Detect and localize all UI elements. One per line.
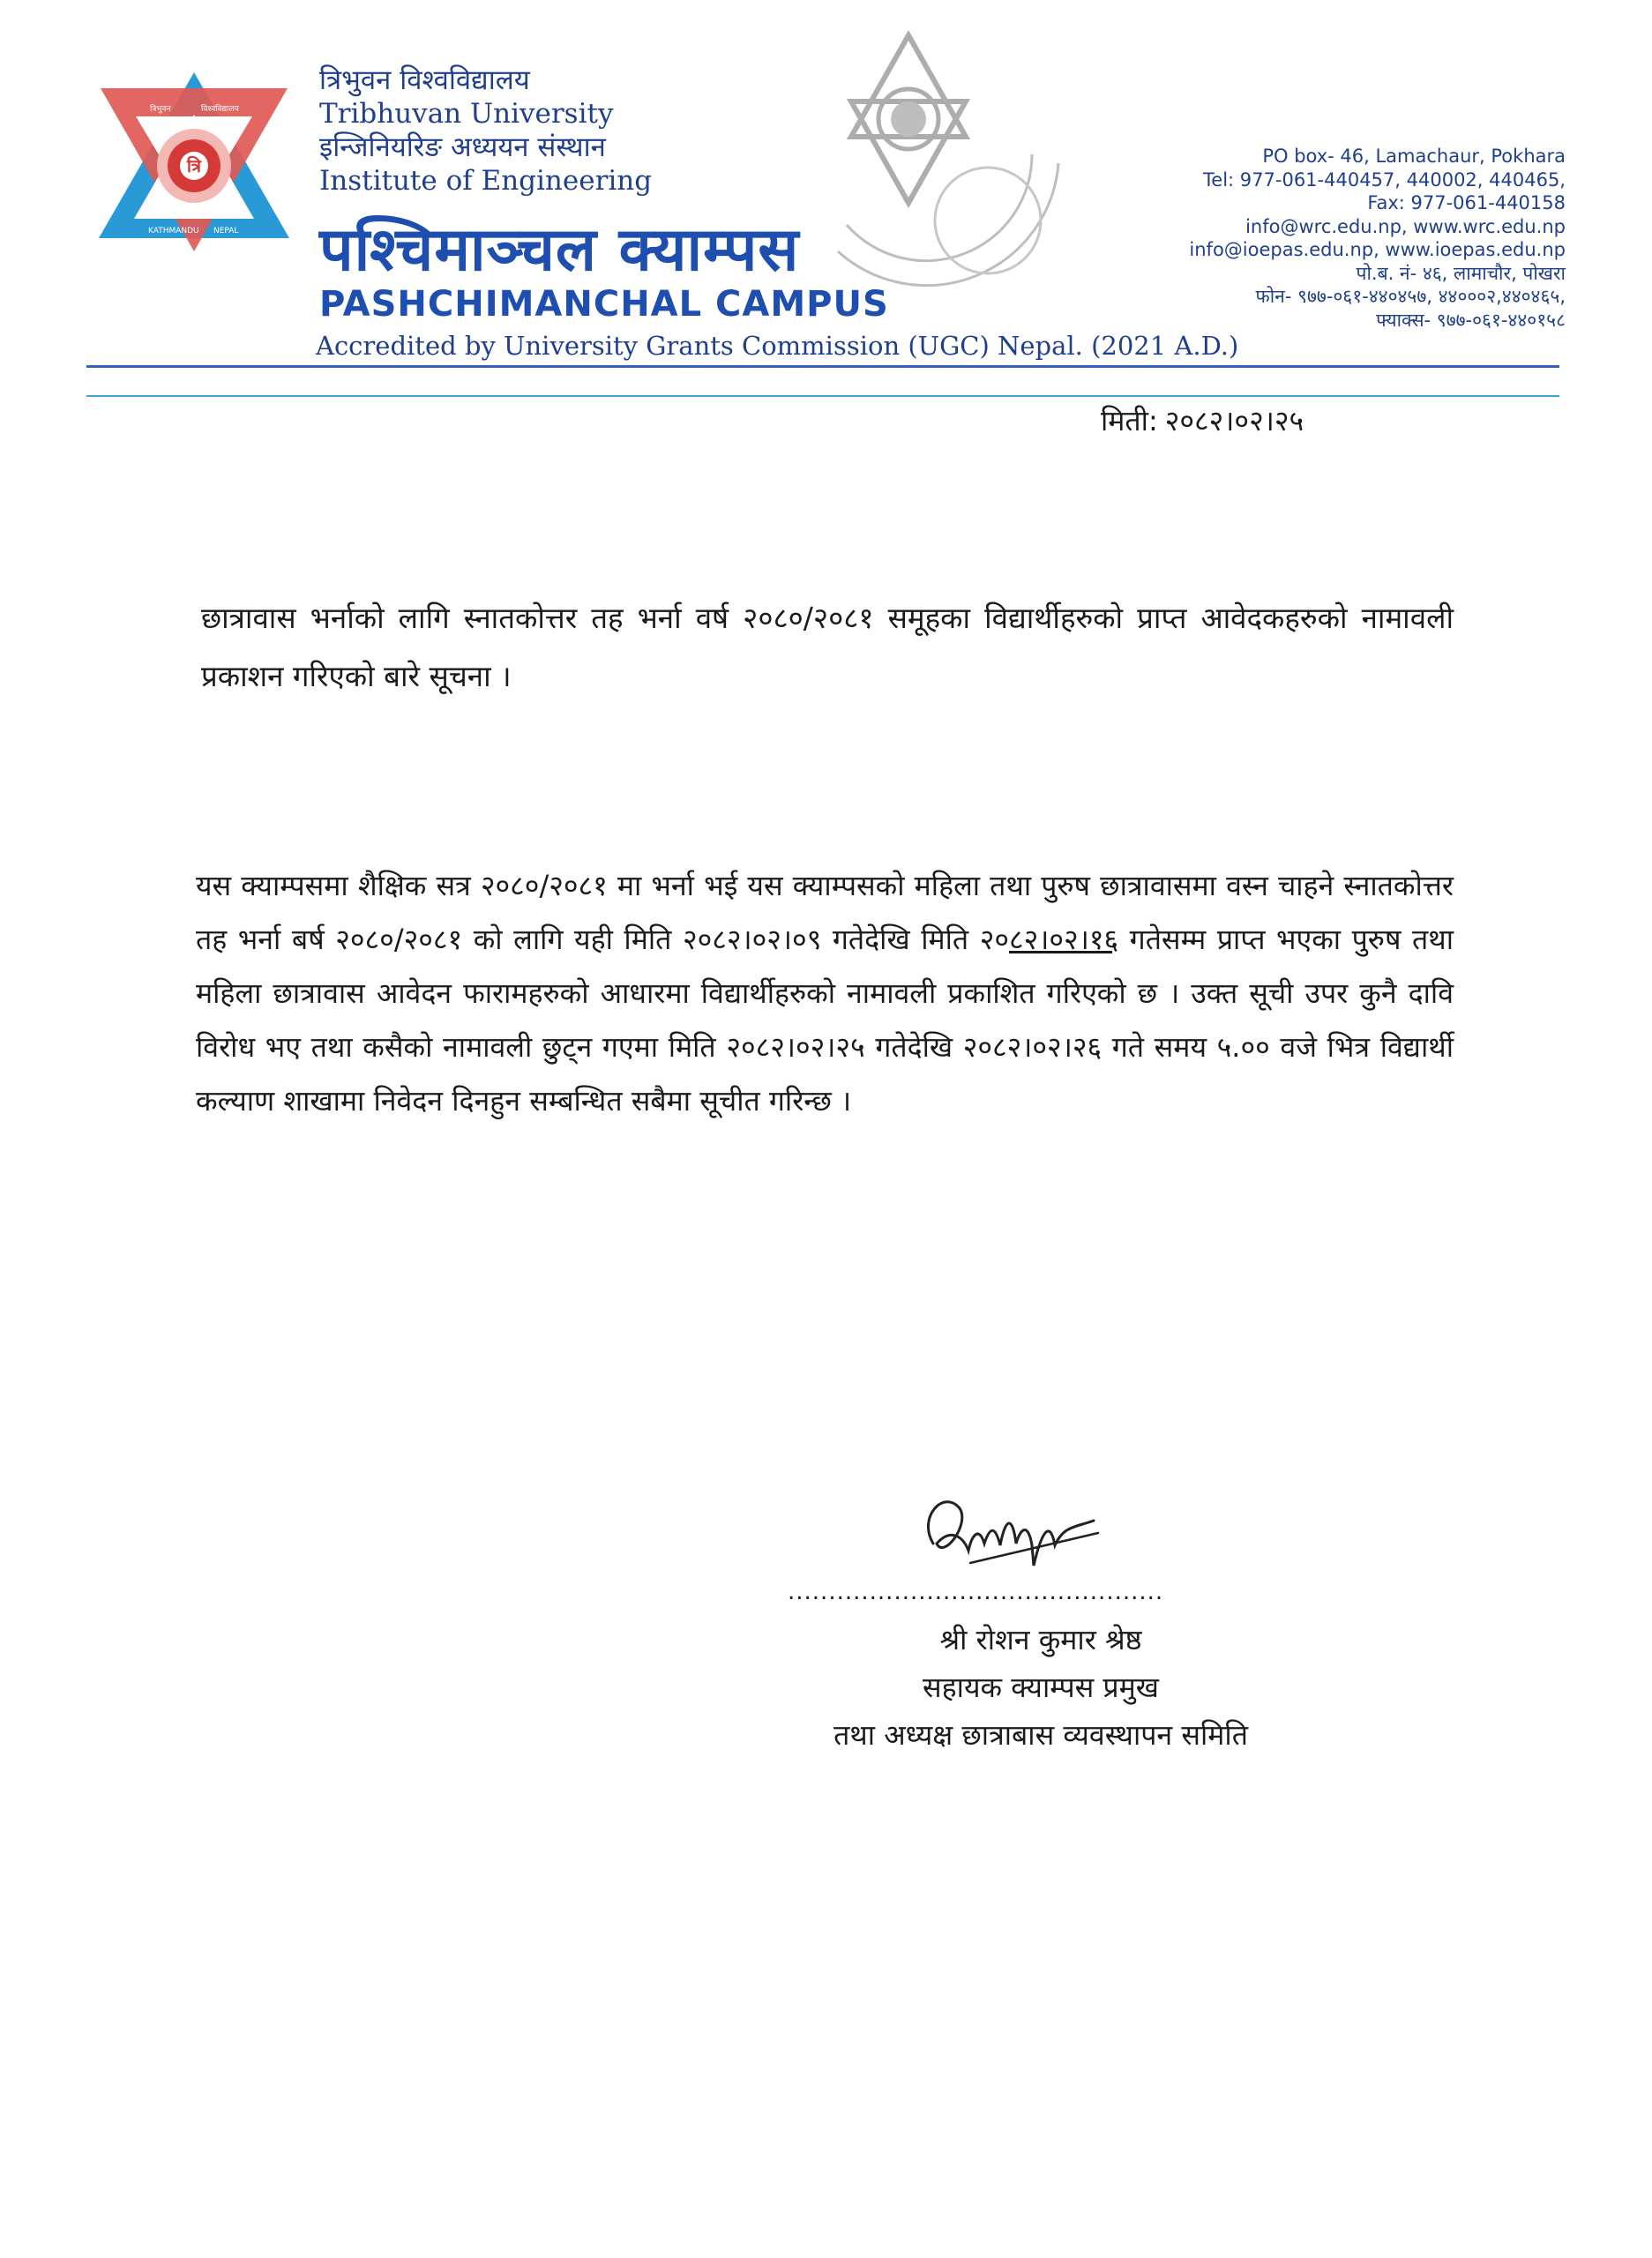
- contact-email-web-1: info@wrc.edu.np, www.wrc.edu.np: [1245, 215, 1566, 237]
- letterhead-divider-cyan: [86, 395, 1559, 397]
- logo-label-tl: त्रिभुवन: [150, 105, 171, 114]
- signatory-name: श्री रोशन कुमार श्रेष्ठ: [939, 1623, 1142, 1656]
- university-name-np: त्रिभुवन विश्वविद्यालय: [319, 64, 530, 96]
- signatory-committee: तथा अध्यक्ष छात्राबास व्यवस्थापन समिति: [833, 1718, 1248, 1752]
- body-underlined-date: ८२।०२।१६: [1009, 923, 1119, 956]
- institute-name-en: Institute of Engineering: [319, 165, 653, 197]
- tribhuvan-university-logo-icon: [97, 71, 291, 256]
- signatory-title: सहायक क्याम्पस प्रमुख: [923, 1671, 1159, 1704]
- campus-name-en: PASHCHIMANCHAL CAMPUS: [319, 284, 889, 325]
- body-part-2: गतेसम्म प्राप्त भएका पुरुष तथा महिला छात्रावास आवेदन फारामहरुको आधारमा विद्यार्थीहरुको नामावली प्रकाशित गरिएको छ । उक्त सूची उपर कुनै दावि विरोध भए तथा कसैको नामावली छुट्न गएमा मिति २०८२।०२।२५ गतेदेखि २०८२।०२।२६ गते समय ५.०० वजे भित्र विद्यार्थी कल्याण शाखामा निवेदन दिनहुन सम्बन्धित सबैमा सूचीत गरिन्छ ।: [196, 923, 1454, 1118]
- date-label: मिती:: [1101, 404, 1158, 437]
- notice-body: [196, 859, 1454, 1128]
- contact-phone-np: फोन- ९७७-०६१-४४०४५७, ४४०००२,४४०४६५,: [1255, 286, 1566, 307]
- university-name-en: Tribhuvan University: [319, 98, 614, 130]
- signatory-block: [723, 1616, 1358, 1759]
- body-part-1: यस क्याम्पसमा शैक्षिक सत्र २०८०/२०८१ मा भर्ना भई यस क्याम्पसको महिला तथा पुरुष छात्रावासमा वस्न चाहने स्नातकोत्तर तह भर्ना बर्ष २०८०/२०८१ को लागि यही मिति २०८२।०२।०९ गतेदेखि मिति २०: [196, 869, 1454, 956]
- logo-label-br: NEPAL: [213, 227, 239, 236]
- campus-name-np: पश्चिमाञ्चल क्याम्पस: [319, 215, 800, 285]
- institute-name-np: इन्जिनियरिङ अध्ययन संस्थान: [319, 131, 606, 163]
- logo-label-tr: विश्वविद्यालय: [201, 105, 239, 114]
- contact-fax: Fax: 977-061-440158: [1367, 192, 1566, 213]
- contact-tel: Tel: 977-061-440457, 440002, 440465,: [1203, 168, 1566, 191]
- signature-dotted-line: ..............................................: [788, 1579, 1164, 1605]
- notice-date: [1101, 401, 1304, 440]
- contact-email-web-2: info@ioepas.edu.np, www.ioepas.edu.np: [1189, 239, 1566, 260]
- contact-po-box: PO box- 46, Lamachaur, Pokhara: [1262, 146, 1566, 167]
- notice-subject: छात्रावास भर्नाको लागि स्नातकोत्तर तह भर्ना वर्ष २०८०/२०८१ समूहका विद्यार्थीहरुको प्राप्त आवेदकहरुको नामावली प्रकाशन गरिएको बारे सूचना ।: [201, 601, 1454, 693]
- date-value: २०८२।०२।२५: [1164, 404, 1304, 437]
- logo-label-bl: KATHMANDU: [148, 227, 199, 236]
- accreditation-line: Accredited by University Grants Commission (UGC) Nepal. (2021 A.D.): [316, 331, 1239, 361]
- letterhead-divider-blue: [86, 365, 1559, 368]
- contact-fax-np: फ्याक्स- ९७७-०६१-४४०१५८: [1376, 309, 1566, 331]
- svg-text:त्रि: त्रि: [186, 155, 202, 176]
- contact-block: [1189, 145, 1566, 332]
- contact-po-box-np: पो.ब. नं- ४६, लामाचौर, पोखरा: [1356, 262, 1566, 284]
- handwritten-signature-icon: [917, 1482, 1111, 1588]
- campus-seal-stamp-icon: [811, 31, 1076, 313]
